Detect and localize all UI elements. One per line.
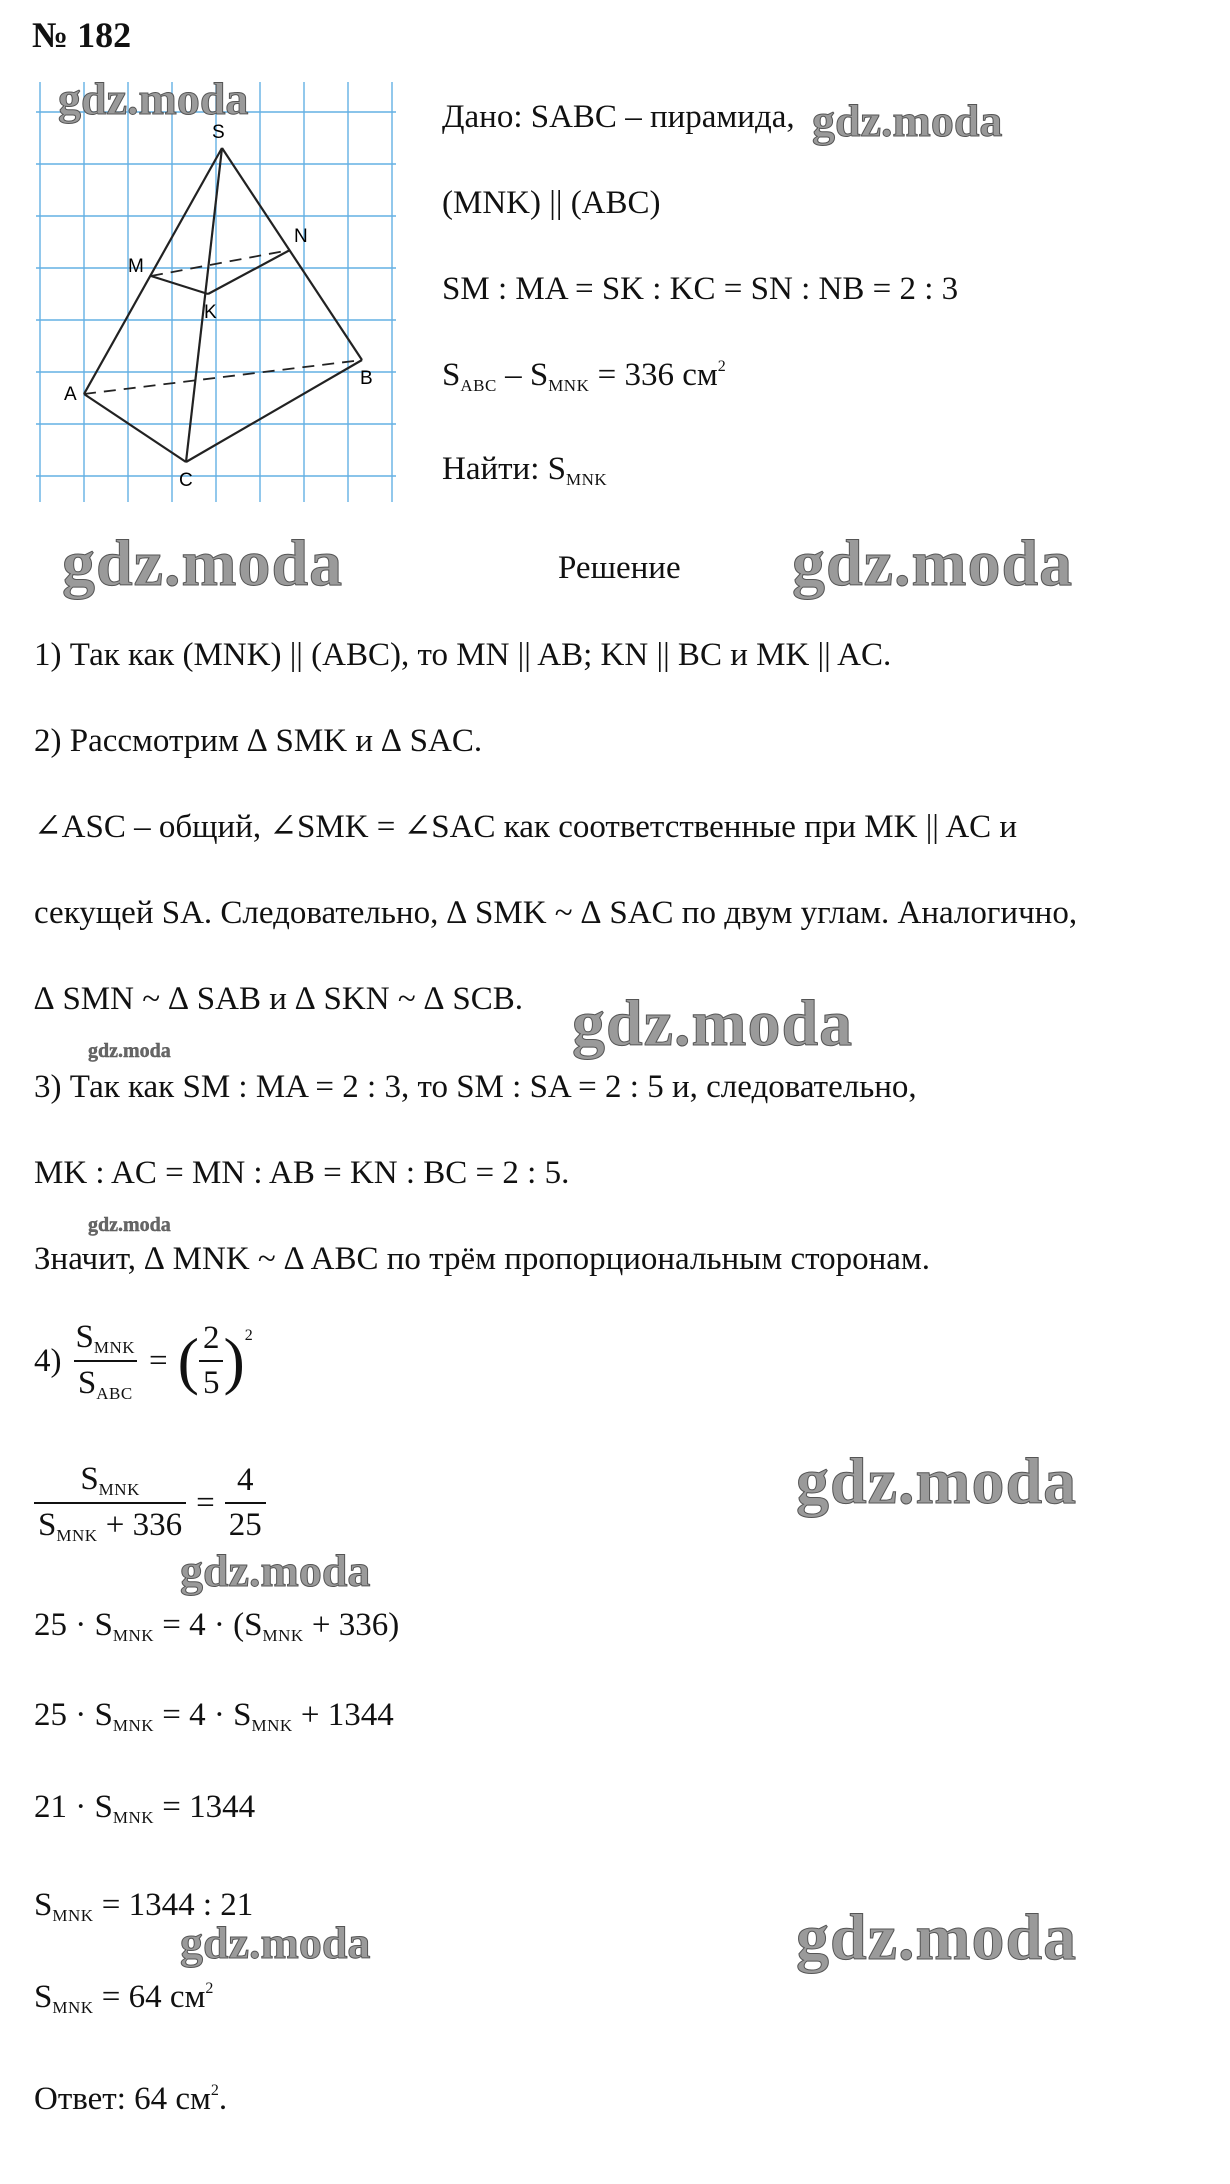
step-1: 1) Так как (MNK) || (ABC), то MN || AB; KN || BC и MK || AC. <box>34 637 892 673</box>
edge-AB <box>84 360 362 394</box>
equation-5: $S_{MNK} = 64$ $см^2$ <box>34 1979 214 2017</box>
watermark: gdz.moda <box>572 987 854 1060</box>
label-A: A <box>64 384 77 405</box>
edge-AC <box>84 394 186 462</box>
edge-SB <box>222 148 362 360</box>
given-line-1: Дано: SABC – пирамида, <box>442 99 795 135</box>
pyramid-figure <box>36 82 404 502</box>
answer: Ответ: 64 $см^2$. <box>34 2081 228 2117</box>
label-C: C <box>179 470 193 491</box>
label-S: S <box>212 122 225 143</box>
step-4-ratio: 4) $\frac{S_{MNK}}{S_{ABC}}$ = ( $\frac{2}{5}$ ) $^2$ <box>34 1319 253 1404</box>
watermark: gdz.moda <box>88 1040 171 1062</box>
solution-heading: Решение <box>558 550 681 586</box>
pyramid-diagram <box>36 82 404 502</box>
edge-SA <box>84 148 222 394</box>
label-M: M <box>128 256 144 277</box>
label-K: K <box>204 302 217 323</box>
fraction-smnk-sum: $\frac{S_{MNK}}{S_{MNK} + 336}$ <box>34 1460 186 1547</box>
label-B: B <box>360 368 373 389</box>
fraction-four-25: $\frac{4}{25}$ <box>225 1461 266 1546</box>
problem-number: № 182 <box>32 15 132 55</box>
step-3: 3) Так как SM : MA = 2 : 3, то SM : SA = 2 : 5 и, следовательно, <box>34 1069 917 1105</box>
watermark: gdz.moda <box>180 1917 371 1968</box>
step-4-equation: $\frac{S_{MNK}}{S_{MNK} + 336}$ = $\frac{4}{25}$ <box>34 1460 266 1547</box>
equation-4: $S_{MNK} = 1344$ : 21 <box>34 1887 254 1925</box>
step-2-line-3: секущей SA. Следовательно, ∆ SMK ~ ∆ SAC по двум углам. Аналогично, <box>34 895 1078 931</box>
edge-MK <box>151 276 208 294</box>
given-line-4: $S_{ABC} - S_{MNK} = 336$ $см^2$ <box>442 357 726 395</box>
step-2-line-4: ∆ SMN ~ ∆ SAB и ∆ SKN ~ ∆ SCB. <box>34 981 523 1017</box>
find-line: Найти: $S_{MNK}$ <box>442 451 608 489</box>
watermark: gdz.moda <box>62 527 344 600</box>
grid <box>36 82 396 502</box>
equation-3: $21 \cdot S_{MNK} = 1344$ <box>34 1789 256 1827</box>
watermark: gdz.moda <box>796 1901 1078 1974</box>
given-line-2: (MNK) || (ABC) <box>442 185 661 221</box>
step-2: 2) Рассмотрим ∆ SMK и ∆ SAC. <box>34 723 483 759</box>
watermark: gdz.moda <box>812 95 1003 146</box>
watermark: gdz.moda <box>180 1545 371 1596</box>
fraction-smnk-sabc: $\frac{S_{MNK}}{S_{ABC}}$ <box>75 1319 136 1404</box>
fraction-two-fifths: $\frac{2}{5}$ <box>199 1319 224 1404</box>
given-line-3: SM : MA = SK : KC = SN : NB = 2 : 3 <box>442 271 959 307</box>
equation-2: $25 \cdot S_{MNK} = 4 \cdot S_{MNK} + 1344$ <box>34 1697 394 1735</box>
step-3-line-2: MK : AC = MN : AB = KN : BC = 2 : 5. <box>34 1155 570 1191</box>
watermark: gdz.moda <box>58 73 249 124</box>
edge-KN <box>208 250 290 294</box>
equation-1: $25 \cdot S_{MNK} = 4 \cdot (S_{MNK} + 336)$ <box>34 1607 400 1645</box>
edge-CB <box>186 360 362 462</box>
label-N: N <box>294 226 308 247</box>
watermark: gdz.moda <box>88 1214 171 1236</box>
step-2-line-2: ∠ASC – общий, ∠SMK = ∠SAC как соответственные при MK || AC и <box>34 809 1018 845</box>
watermark: gdz.moda <box>792 527 1074 600</box>
step-3-line-3: Значит, ∆ MNK ~ ∆ ABC по трём пропорциональным сторонам. <box>34 1241 931 1277</box>
watermark: gdz.moda <box>796 1445 1078 1518</box>
